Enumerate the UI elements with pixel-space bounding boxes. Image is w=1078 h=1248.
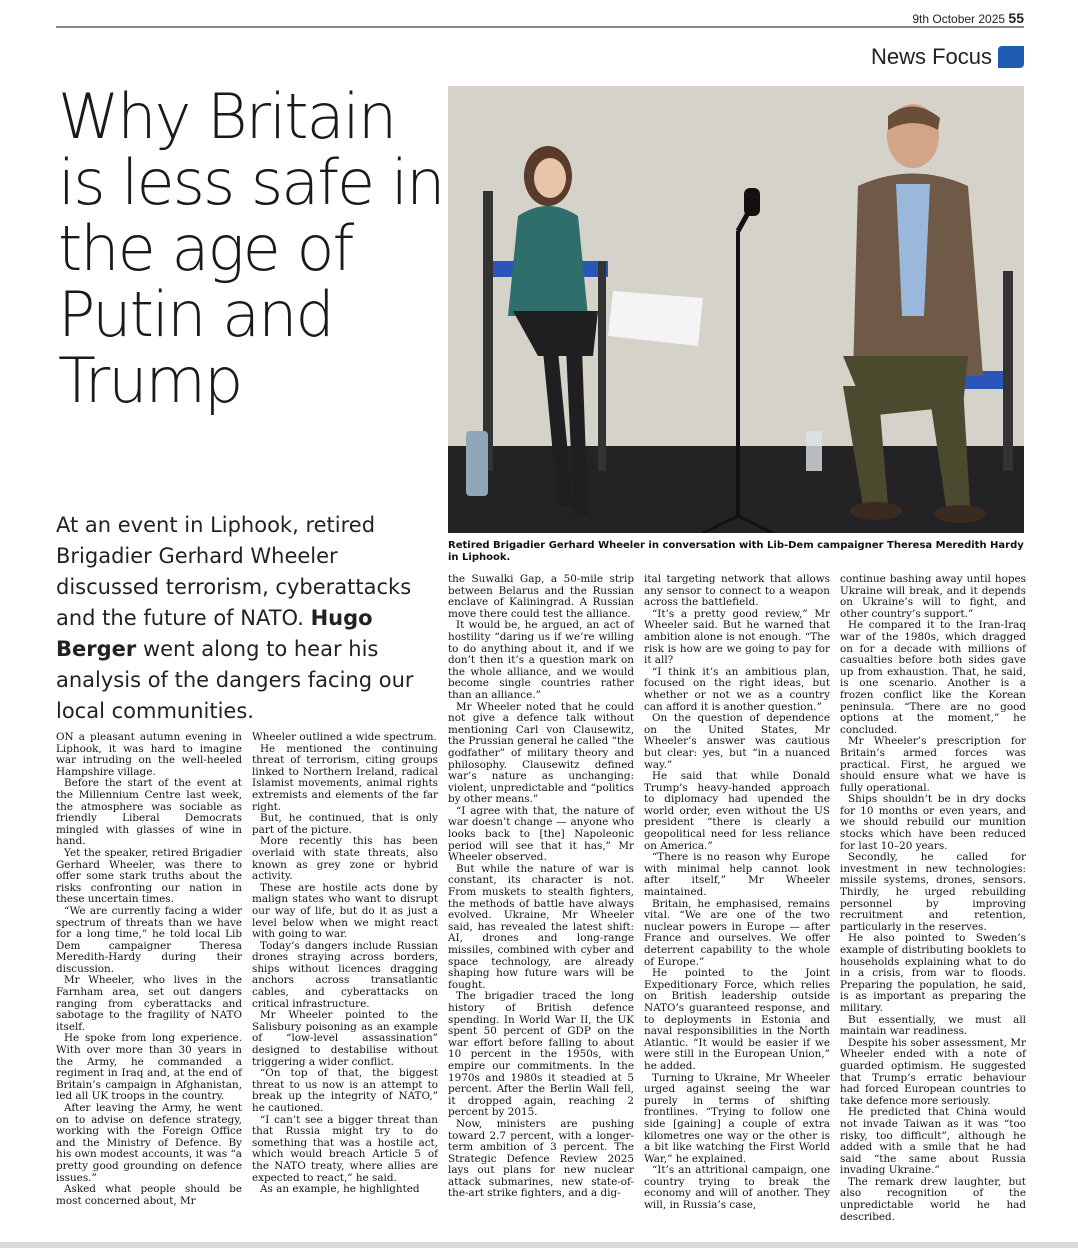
paragraph: Secondly, he called for investment in new technologies: missile systems, drones, sensors. Thirdly, he urged rebuilding personnel by improving recruitment and retention, particularly in the reserves. (840, 851, 1026, 933)
byline-author: Hugo Berger (56, 606, 373, 661)
paragraph: As an example, he highlighted (260, 1183, 420, 1196)
article-column-4 (644, 574, 830, 1212)
paragraph: Ships shouldn’t be in dry docks for 10 months or even years, and we should rebuild our munition stocks which have been reduced for last 10–20 years. (840, 793, 1026, 852)
issue-date (912, 10, 1024, 26)
paragraph: He mentioned the continuing threat of terrorism, citing groups linked to Northern Ireland, radical Islamist movements, animal rights extremists and elements of the far right. (252, 742, 438, 813)
section-marker-icon (998, 46, 1024, 68)
paragraph: ital targeting network that allows any sensor to connect to a weapon across the battlefield. (644, 573, 830, 609)
paragraph: Now, ministers are pushing toward 2.7 percent, with a longer-term ambition of 3 percent. The Strategic Defence Review 2025 lays out plans for new nuclear attack submarines, new state-of-the-art strike fighters, and a dig- (448, 1117, 634, 1200)
paragraph: the Suwalki Gap, a 50-mile strip between Belarus and the Russian enclave of Kaliningrad. A Russian move there could test the alliance. (448, 573, 634, 620)
standfirst-tail: went along to hear his analysis of the dangers facing our local communities. (56, 637, 414, 723)
paragraph: On the question of dependence on the United States, Mr Wheeler’s answer was cautious but clear: yes, but “in a nuanced way.” (644, 712, 830, 771)
section-label: News Focus (870, 44, 992, 69)
paragraph: But essentially, we must all maintain war readiness. (840, 1013, 1026, 1038)
paragraph: Mr Wheeler noted that he could not give a defence talk without mentioning Carl von Clausewitz, the Prussian general he called “the godfather” of military theory and philosophy. Clausewitz defined war’s nature as unchanging: violent, unpredictable and “politics by other means.” (448, 700, 634, 806)
paragraph: “There is no reason why Europe with minimal help cannot look after itself,” Mr Wheeler maintained. (644, 851, 830, 899)
paragraph: “On top of that, the biggest threat to us now is an attempt to break up the integrity of NATO,” he cautioned. (252, 1067, 438, 1114)
headline: Why Britain is less safe in the age of Putin and Trump (58, 80, 444, 417)
paragraph: He said that while Donald Trump’s heavy-handed approach to diplomacy had upended the world order, even without the US president “there is clearly a geopolitical need for less reliance on America.” (644, 770, 830, 852)
bottom-bar (0, 1242, 1078, 1248)
standfirst-text: At an event in Liphook, retired Brigadier Gerhard Wheeler discussed terrorism, cyberattacks and the future of NATO. (56, 513, 412, 630)
paragraph: More recently this has been overlaid with state threats, also known as grey zone or hybrid activity. (252, 835, 438, 883)
paragraph: “It’s a pretty good review,” Mr Wheeler said. But he warned that ambition alone is not enough. “The risk is how are we going to pay for it all? (644, 607, 830, 667)
paragraph: These are hostile acts done by malign states who want to disrupt our way of life, but do it as just a level below when we might react with going to war. (252, 881, 438, 941)
article-column-3 (448, 574, 634, 1200)
paragraph: “We are currently facing a wider spectrum of threats than we have for a long time,” he told local Lib Dem campaigner Theresa Meredith-Hardy during their discussion. (56, 904, 242, 975)
event-photo (448, 86, 1024, 533)
paragraph: Mr Wheeler’s prescription for Britain’s armed forces was practical. First, he argued we should ensure what we have is fully operational. (840, 735, 1026, 794)
top-rule (56, 26, 1024, 28)
article-column-2 (252, 732, 438, 1196)
paragraph: He compared it to the Iran-Iraq war of the 1980s, which dragged on for a decade with millions of casualties before both sides gave up from exhaustion. That, he said, is one scenario. Another is a frozen conflict like the Korean peninsula. “There are no good options at the moment,” he concluded. (840, 619, 1026, 736)
paragraph: He predicted that China would not invade Taiwan as it was “too risky, too difficult”, although he added with a smile that he had said “the same about Russia invading Ukraine.” (840, 1106, 1026, 1177)
paragraph: Yet the speaker, retired Brigadier Gerhard Wheeler, was there to offer some stark truths about the risks confronting our nation in these uncertain times. (56, 846, 242, 906)
paragraph: continue bashing away until hopes Ukraine will break, and it depends on Ukraine’s will to fight, and other country’s support.” (840, 573, 1026, 620)
paragraph: The brigadier traced the long history of British defence spending. In World War II, the UK spent 50 percent of GDP on the war effort before falling to about 10 percent in the 1950s, with empire our commitments. In the 1970s and 1980s it steadied at 5 percent. After the Berlin Wall fell, it dropped again, reaching 2 percent by 2015. (448, 990, 634, 1119)
paragraph: “I can’t see a bigger threat than that Russia might try to do something that was a hostile act, which would breach Article 5 of the NATO treaty, where allies are expected to react,” he said. (252, 1113, 438, 1184)
paragraph: He also pointed to Sweden’s example of distributing booklets to households explaining what to do in a crisis, from war to floods. Preparing the population, he said, is as important as preparing the military. (840, 932, 1026, 1014)
page-number: 55 (1008, 10, 1024, 26)
paragraph: But while the nature of war is constant, its character is not. From muskets to stealth fighters, the methods of battle have always evolved. Ukraine, Mr Wheeler said, has revealed the latest shift: AI, drones and long-range missiles, combined with cyber and space technology, are already shaping how future wars will be fought. (448, 862, 634, 991)
photo-illustration (448, 86, 1024, 533)
paragraph: But, he continued, that is only part of the picture. (252, 812, 438, 836)
standfirst (56, 510, 446, 727)
paragraph: Mr Wheeler, who lives in the Farnham area, set out dangers ranging from cyberattacks and sabotage to the fragility of NATO itself. (56, 974, 242, 1033)
date-text: 9th October 2025 (912, 12, 1006, 26)
paragraph: After leaving the Army, he went on to advise on defence strategy, working with the Foreign Office and the Ministry of Defence. By his own modest accounts, it was “a pretty good grounding on defence issues.” (56, 1102, 242, 1184)
paragraph: Turning to Ukraine, Mr Wheeler urged against seeing the war purely in terms of shifting frontlines. “Trying to follow one side [gaining] a couple of extra kilometres one way or the other is a bit like watching the First World War,” he explained. (644, 1071, 830, 1165)
paragraph: Mr Wheeler pointed to the Salisbury poisoning as an example of “low-level assassination” designed to destabilise without triggering a wider conflict. (252, 1009, 438, 1068)
photo-caption: Retired Brigadier Gerhard Wheeler in conversation with Lib-Dem campaigner Theresa Meredith Hardy in Liphook. (448, 540, 1024, 563)
paragraph: “I think it’s an ambitious plan, focused on the right ideas, but whether or not we as a country can afford it is another question.” (644, 665, 830, 713)
paragraph: He pointed to the Joint Expeditionary Force, which relies on British leadership outside NATO’s guaranteed response, and to deployments in Estonia and naval responsibilities in the North Atlantic. “It would be easier if we were still in the European Union,” he added. (644, 967, 830, 1072)
paragraph: Today’s dangers include Russian drones straying across borders, ships without licences dragging anchors across transatlantic cables, and cyberattacks on critical infrastructure. (252, 939, 438, 1010)
paragraph: Britain, he emphasised, remains vital. “We are one of the two nuclear powers in Europe — after France and ourselves. We offer deterrent capability to the whole of Europe.” (644, 897, 830, 968)
article-column-1 (56, 732, 242, 1207)
paragraph: Before the start of the event at the Millennium Centre last week, the atmosphere was sociable as friendly Liberal Democrats mingled with glasses of wine in hand. (56, 777, 242, 848)
paragraph: ON a pleasant autumn evening in Liphook, it was hard to imagine war intruding on the well-heeled Hampshire village. (56, 731, 242, 778)
paragraph: It would be, he argued, an act of hostility “daring us if we’re willing to do anything about it, and if we don’t then it’s a question mark on the whole alliance, and we would become single countries rather than an alliance.” (448, 619, 634, 701)
paragraph: He spoke from long experience. With over more than 30 years in the Army, he commanded a regiment in Iraq and, at the end of Britain’s campaign in Afghanistan, led all UK troops in the country. (56, 1032, 242, 1103)
article-column-5 (840, 574, 1026, 1223)
paragraph: “It’s an attritional campaign, one country trying to break the economy and will of another. They will, in Russia’s case, (644, 1164, 830, 1212)
paragraph: Despite his sober assessment, Mr Wheeler ended with a note of guarded optimism. He suggested that Trump’s erratic behaviour had forced European countries to take defence more seriously. (840, 1036, 1026, 1107)
paragraph: The remark drew laughter, but also recognition of the unpredictable world he had described. (840, 1175, 1026, 1223)
paragraph: “I agree with that, the nature of war doesn’t change — anyone who looks back to [the] Napoleonic period will see that it has,” Mr Wheeler observed. (448, 804, 634, 864)
paragraph: Asked what people should be most concerned about, Mr (56, 1183, 242, 1207)
paragraph: Wheeler outlined a wide spectrum. (252, 731, 437, 743)
